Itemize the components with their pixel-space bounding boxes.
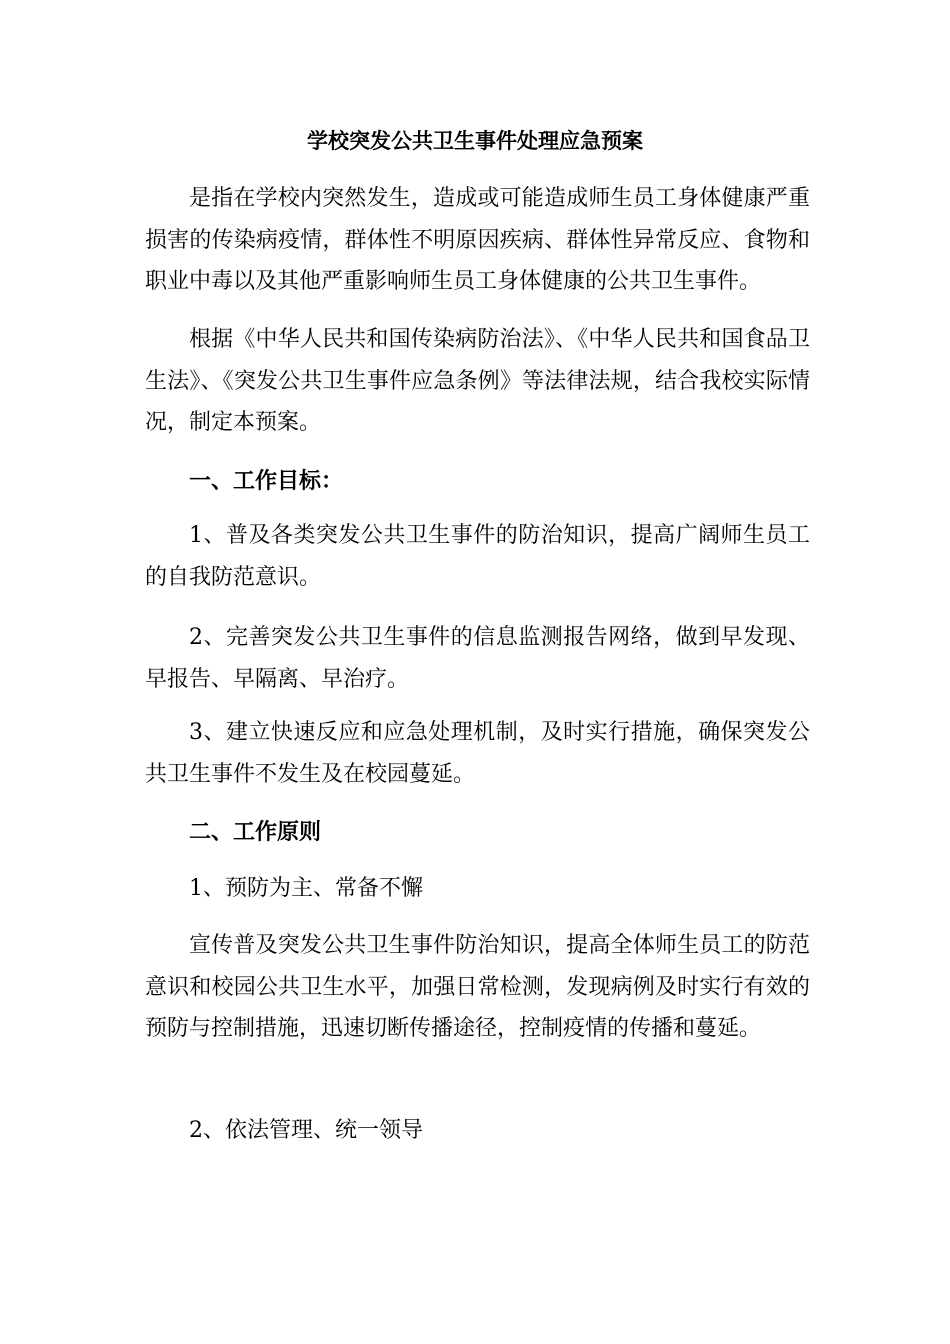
- intro-paragraph-definition: 是指在学校内突然发生，造成或可能造成师生员工身体健康严重损害的传染病疫情，群体性不明原因疾病、群体性异常反应、食物和职业中毒以及其他严重影响师生员工身体健康的公共卫生事件。: [145, 186, 810, 294]
- section-heading-work-principles: 二、工作原则: [189, 819, 322, 845]
- goal-item-3: 3、建立快速反应和应急处理机制，及时实行措施，确保突发公共卫生事件不发生及在校园蔓延。: [145, 720, 810, 787]
- goal-item-2: 2、完善突发公共卫生事件的信息监测报告网络，做到早发现、早报告、早隔离、早治疗。: [145, 625, 810, 692]
- section-heading-work-goals: 一、工作目标：: [189, 468, 344, 494]
- principle-1-title: 1、预防为主、常备不懈: [189, 876, 423, 901]
- intro-paragraph-legal-basis: 根据《中华人民共和国传染病防治法》、《中华人民共和国食品卫生法》、《突发公共卫生事件应急条例》等法律法规，结合我校实际情况，制定本预案。: [145, 327, 810, 435]
- principle-2-title: 2、依法管理、统一领导: [189, 1118, 423, 1143]
- document-title: 学校突发公共卫生事件处理应急预案: [307, 128, 643, 153]
- goal-item-1: 1、普及各类突发公共卫生事件的防治知识，提高广阔师生员工的自我防范意识。: [145, 523, 810, 590]
- principle-1-body: 宣传普及突发公共卫生事件防治知识，提高全体师生员工的防范意识和校园公共卫生水平，加强日常检测，发现病例及时实行有效的预防与控制措施，迅速切断传播途径，控制疫情的传播和蔓延。: [145, 933, 810, 1041]
